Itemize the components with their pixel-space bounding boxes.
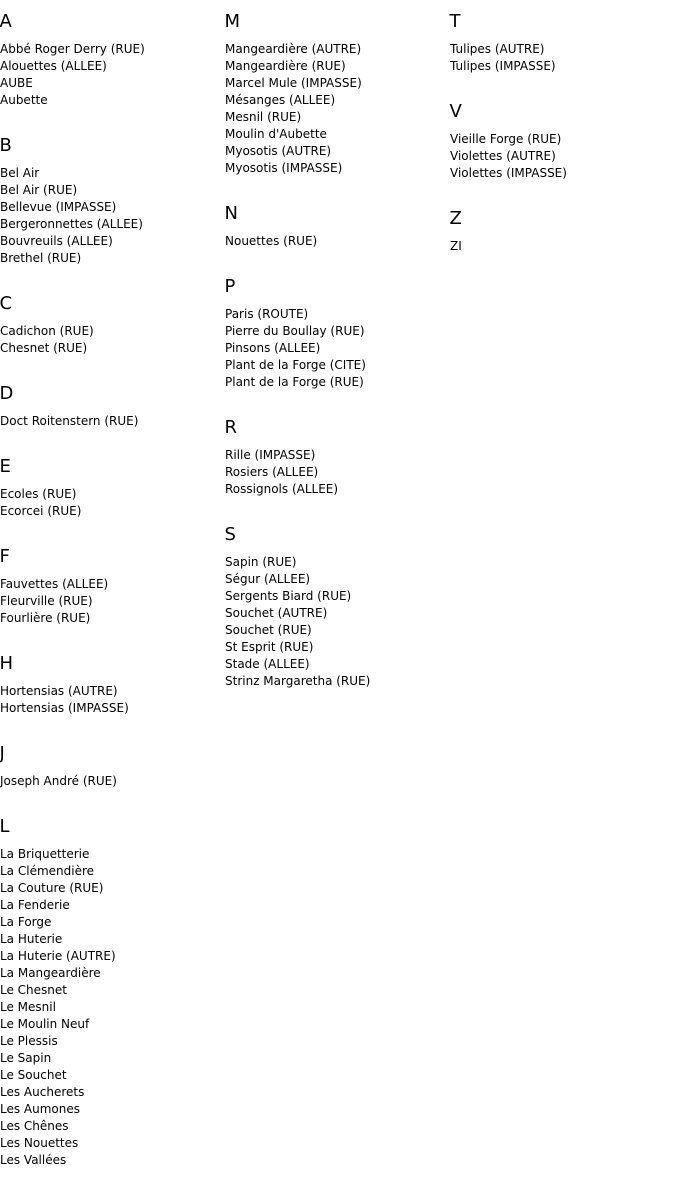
letter-group-l xyxy=(0,816,225,1184)
street-list-item xyxy=(450,165,675,182)
group-spacer xyxy=(450,255,675,270)
letter-group-v xyxy=(450,101,675,197)
street-list-item xyxy=(0,1101,225,1118)
street-list-item xyxy=(0,700,225,717)
group-spacer xyxy=(225,391,450,406)
group-spacer xyxy=(225,177,450,192)
street-link[interactable]: La Clémendière xyxy=(0,864,95,878)
letter-heading: B xyxy=(0,135,12,156)
letter-group-j xyxy=(0,743,225,805)
street-link[interactable]: La Fenderie xyxy=(0,898,70,912)
street-link[interactable]: Souchet (AUTRE) xyxy=(225,606,328,620)
street-list-item xyxy=(450,41,675,58)
street-link[interactable]: Moulin d'Aubette xyxy=(225,127,327,141)
letter-heading: A xyxy=(0,11,12,32)
street-link[interactable]: La Huterie (AUTRE) xyxy=(0,949,116,963)
letter-group-h xyxy=(0,653,225,732)
street-link[interactable]: Les Nouettes xyxy=(0,1136,79,1150)
street-list-item xyxy=(225,571,450,588)
letter-group-f xyxy=(0,546,225,642)
group-spacer xyxy=(0,627,225,642)
group-spacer xyxy=(0,109,225,124)
street-list-item xyxy=(225,340,450,357)
street-link[interactable]: AUBE xyxy=(0,76,33,90)
street-list-item xyxy=(225,605,450,622)
street-link[interactable]: Mésanges (ALLEE) xyxy=(225,93,336,107)
group-spacer xyxy=(0,717,225,732)
street-link[interactable]: Hortensias (AUTRE) xyxy=(0,684,118,698)
street-link[interactable]: Les Aucherets xyxy=(0,1085,85,1099)
street-list-item xyxy=(0,999,225,1016)
group-spacer xyxy=(0,357,225,372)
street-list-item xyxy=(0,1135,225,1152)
street-link[interactable]: Le Plessis xyxy=(0,1034,58,1048)
street-link[interactable]: Stade (ALLEE) xyxy=(225,657,310,671)
street-link[interactable]: Souchet (RUE) xyxy=(225,623,312,637)
street-link[interactable]: Le Sapin xyxy=(0,1051,52,1065)
street-link[interactable]: Plant de la Forge (CITE) xyxy=(225,358,366,372)
street-link[interactable]: Aubette xyxy=(0,93,48,107)
street-list-item xyxy=(0,41,225,58)
street-link[interactable]: Sergents Biard (RUE) xyxy=(225,589,352,603)
letter-heading: M xyxy=(224,11,241,32)
street-list xyxy=(225,554,450,690)
street-link[interactable]: Vieille Forge (RUE) xyxy=(450,132,562,146)
street-list xyxy=(450,238,675,255)
street-link[interactable]: Bouvreuils (ALLEE) xyxy=(0,234,113,248)
street-list-item xyxy=(0,863,225,880)
street-link[interactable]: St Esprit (RUE) xyxy=(225,640,314,654)
street-link[interactable]: Hortensias (IMPASSE) xyxy=(0,701,129,715)
street-list xyxy=(225,306,450,391)
street-list-item xyxy=(225,323,450,340)
letter-group-a xyxy=(0,11,225,124)
street-list-item xyxy=(0,846,225,863)
street-link[interactable]: Bellevue (IMPASSE) xyxy=(0,200,117,214)
letter-heading: N xyxy=(224,203,238,224)
street-link[interactable]: Strinz Margaretha (RUE) xyxy=(225,674,371,688)
street-list-item xyxy=(0,897,225,914)
letter-group-p xyxy=(225,276,450,406)
street-list xyxy=(0,165,225,267)
group-spacer xyxy=(0,1169,225,1184)
street-list-item xyxy=(0,250,225,267)
street-list-item xyxy=(0,965,225,982)
letter-group-t xyxy=(450,11,675,90)
letter-heading: S xyxy=(224,524,236,545)
street-list-item xyxy=(0,982,225,999)
street-list-item xyxy=(450,148,675,165)
group-spacer xyxy=(0,267,225,282)
street-list xyxy=(225,447,450,498)
street-link[interactable]: Rossignols (ALLEE) xyxy=(225,482,339,496)
street-link[interactable]: Pinsons (ALLEE) xyxy=(225,341,321,355)
street-list-item xyxy=(225,639,450,656)
letter-group-c xyxy=(0,293,225,372)
letter-group-s xyxy=(225,524,450,705)
index-column-3 xyxy=(450,0,675,270)
street-list-item xyxy=(0,1152,225,1169)
street-link[interactable]: Fourlière (RUE) xyxy=(0,611,91,625)
letter-group-d xyxy=(0,383,225,445)
street-list xyxy=(450,41,675,75)
street-list xyxy=(0,846,225,1169)
street-list-item xyxy=(0,576,225,593)
street-list-item xyxy=(0,486,225,503)
street-link[interactable]: Ecoles (RUE) xyxy=(0,487,77,501)
street-link[interactable]: Nouettes (RUE) xyxy=(225,234,318,248)
street-list xyxy=(0,773,225,790)
street-list-item xyxy=(450,131,675,148)
street-list-item xyxy=(225,160,450,177)
street-link[interactable]: La Forge xyxy=(0,915,52,929)
street-list-item xyxy=(225,109,450,126)
street-link[interactable]: Mangeardière (RUE) xyxy=(225,59,346,73)
street-list-item xyxy=(225,464,450,481)
street-list xyxy=(450,131,675,182)
street-list-item xyxy=(0,199,225,216)
letter-heading: C xyxy=(0,293,13,314)
street-link[interactable]: Marcel Mule (IMPASSE) xyxy=(225,76,362,90)
street-list-item xyxy=(225,233,450,250)
group-spacer xyxy=(450,182,675,197)
street-link[interactable]: La Couture (RUE) xyxy=(0,881,104,895)
street-list-item xyxy=(225,673,450,690)
street-link[interactable]: Plant de la Forge (RUE) xyxy=(225,375,364,389)
street-link[interactable]: Tulipes (AUTRE) xyxy=(450,42,545,56)
letter-heading: F xyxy=(0,546,10,567)
street-list-item xyxy=(0,931,225,948)
street-link[interactable]: Rosiers (ALLEE) xyxy=(225,465,319,479)
street-link[interactable]: Le Moulin Neuf xyxy=(0,1017,90,1031)
street-list-item xyxy=(0,1033,225,1050)
street-list-item xyxy=(225,126,450,143)
index-column-1 xyxy=(0,0,225,1184)
street-list-item xyxy=(225,554,450,571)
letter-heading: L xyxy=(0,816,10,837)
group-spacer xyxy=(0,790,225,805)
letter-group-r xyxy=(225,417,450,513)
street-link[interactable]: Brethel (RUE) xyxy=(0,251,82,265)
street-list-item xyxy=(0,880,225,897)
street-list-item xyxy=(0,593,225,610)
street-link[interactable]: Ecorcei (RUE) xyxy=(0,504,82,518)
street-link[interactable]: Mesnil (RUE) xyxy=(225,110,302,124)
street-link[interactable]: Fauvettes (ALLEE) xyxy=(0,577,109,591)
street-link[interactable]: Joseph André (RUE) xyxy=(0,774,117,788)
street-link[interactable]: Chesnet (RUE) xyxy=(0,341,88,355)
street-list xyxy=(0,683,225,717)
street-link[interactable]: Les Vallées xyxy=(0,1153,67,1167)
letter-heading: P xyxy=(224,276,236,297)
street-link[interactable]: Myosotis (AUTRE) xyxy=(225,144,332,158)
street-list-item xyxy=(0,1118,225,1135)
street-link[interactable]: Doct Roitenstern (RUE) xyxy=(0,414,139,428)
street-list-item xyxy=(0,610,225,627)
group-spacer xyxy=(225,690,450,705)
letter-group-b xyxy=(0,135,225,282)
letter-group-z xyxy=(450,208,675,270)
street-link[interactable]: Bel Air (RUE) xyxy=(0,183,78,197)
letter-group-m xyxy=(225,11,450,192)
street-list-item xyxy=(225,306,450,323)
street-list xyxy=(0,323,225,357)
letter-group-n xyxy=(225,203,450,265)
letter-heading: T xyxy=(449,11,461,32)
street-list-item xyxy=(225,622,450,639)
street-list-item xyxy=(0,233,225,250)
street-list xyxy=(0,486,225,520)
street-list-item xyxy=(225,588,450,605)
street-list-item xyxy=(225,75,450,92)
street-link[interactable]: Fleurville (RUE) xyxy=(0,594,93,608)
street-link[interactable]: Les Aumones xyxy=(0,1102,81,1116)
street-list-item xyxy=(0,92,225,109)
street-list-item xyxy=(0,683,225,700)
letter-heading: D xyxy=(0,383,14,404)
street-list xyxy=(0,576,225,627)
group-spacer xyxy=(450,75,675,90)
street-link[interactable]: La Briquetterie xyxy=(0,847,90,861)
street-list-item xyxy=(225,481,450,498)
street-link[interactable]: Violettes (AUTRE) xyxy=(450,149,556,163)
street-link[interactable]: Sapin (RUE) xyxy=(225,555,297,569)
street-list xyxy=(225,41,450,177)
street-list-item xyxy=(0,323,225,340)
letter-heading: Z xyxy=(449,208,462,229)
group-spacer xyxy=(225,250,450,265)
street-list-item xyxy=(225,92,450,109)
street-link[interactable]: Les Chênes xyxy=(0,1119,69,1133)
street-list-item xyxy=(225,447,450,464)
street-link[interactable]: Violettes (IMPASSE) xyxy=(450,166,567,180)
street-list-item xyxy=(450,238,675,255)
street-link[interactable]: ZI xyxy=(450,239,462,253)
street-link[interactable]: Rille (IMPASSE) xyxy=(225,448,316,462)
street-list-item xyxy=(0,182,225,199)
street-link[interactable]: Myosotis (IMPASSE) xyxy=(225,161,343,175)
street-list xyxy=(225,233,450,250)
street-list-item xyxy=(0,216,225,233)
street-list-item xyxy=(0,413,225,430)
street-list-item xyxy=(225,656,450,673)
letter-group-e xyxy=(0,456,225,535)
street-list-item xyxy=(0,75,225,92)
index-column-2 xyxy=(225,0,450,705)
street-list xyxy=(0,413,225,430)
letter-heading: H xyxy=(0,653,14,674)
street-link[interactable]: La Mangeardière xyxy=(0,966,101,980)
street-list-item xyxy=(0,340,225,357)
street-link[interactable]: Mangeardière (AUTRE) xyxy=(225,42,362,56)
street-link[interactable]: Le Mesnil xyxy=(0,1000,56,1014)
letter-heading: V xyxy=(449,101,462,122)
street-list-item xyxy=(225,374,450,391)
street-link[interactable]: Le Souchet xyxy=(0,1068,67,1082)
street-link[interactable]: Pierre du Boullay (RUE) xyxy=(225,324,365,338)
street-link[interactable]: Paris (ROUTE) xyxy=(225,307,309,321)
street-link[interactable]: Cadichon (RUE) xyxy=(0,324,94,338)
group-spacer xyxy=(0,520,225,535)
letter-heading: E xyxy=(0,456,11,477)
street-list-item xyxy=(225,58,450,75)
street-link[interactable]: Bergeronnettes (ALLEE) xyxy=(0,217,143,231)
street-list-item xyxy=(0,1016,225,1033)
street-list-item xyxy=(0,503,225,520)
street-list-item xyxy=(0,58,225,75)
group-spacer xyxy=(225,498,450,513)
street-list-item xyxy=(0,948,225,965)
street-link[interactable]: Abbé Roger Derry (RUE) xyxy=(0,42,145,56)
street-link[interactable]: Bel Air xyxy=(0,166,40,180)
street-link[interactable]: Ségur (ALLEE) xyxy=(225,572,311,586)
street-link[interactable]: Le Chesnet xyxy=(0,983,67,997)
street-list-item xyxy=(225,143,450,160)
street-list-item xyxy=(0,165,225,182)
street-list xyxy=(0,41,225,109)
street-link[interactable]: La Huterie xyxy=(0,932,63,946)
street-list-item xyxy=(0,1050,225,1067)
street-link[interactable]: Tulipes (IMPASSE) xyxy=(450,59,556,73)
street-link[interactable]: Alouettes (ALLEE) xyxy=(0,59,107,73)
street-list-item xyxy=(450,58,675,75)
street-list-item xyxy=(0,914,225,931)
letter-heading: R xyxy=(224,417,238,438)
street-list-item xyxy=(0,773,225,790)
street-list-item xyxy=(225,357,450,374)
letter-heading: J xyxy=(0,743,5,764)
street-list-item xyxy=(225,41,450,58)
group-spacer xyxy=(0,430,225,445)
street-list-item xyxy=(0,1084,225,1101)
street-list-item xyxy=(0,1067,225,1084)
